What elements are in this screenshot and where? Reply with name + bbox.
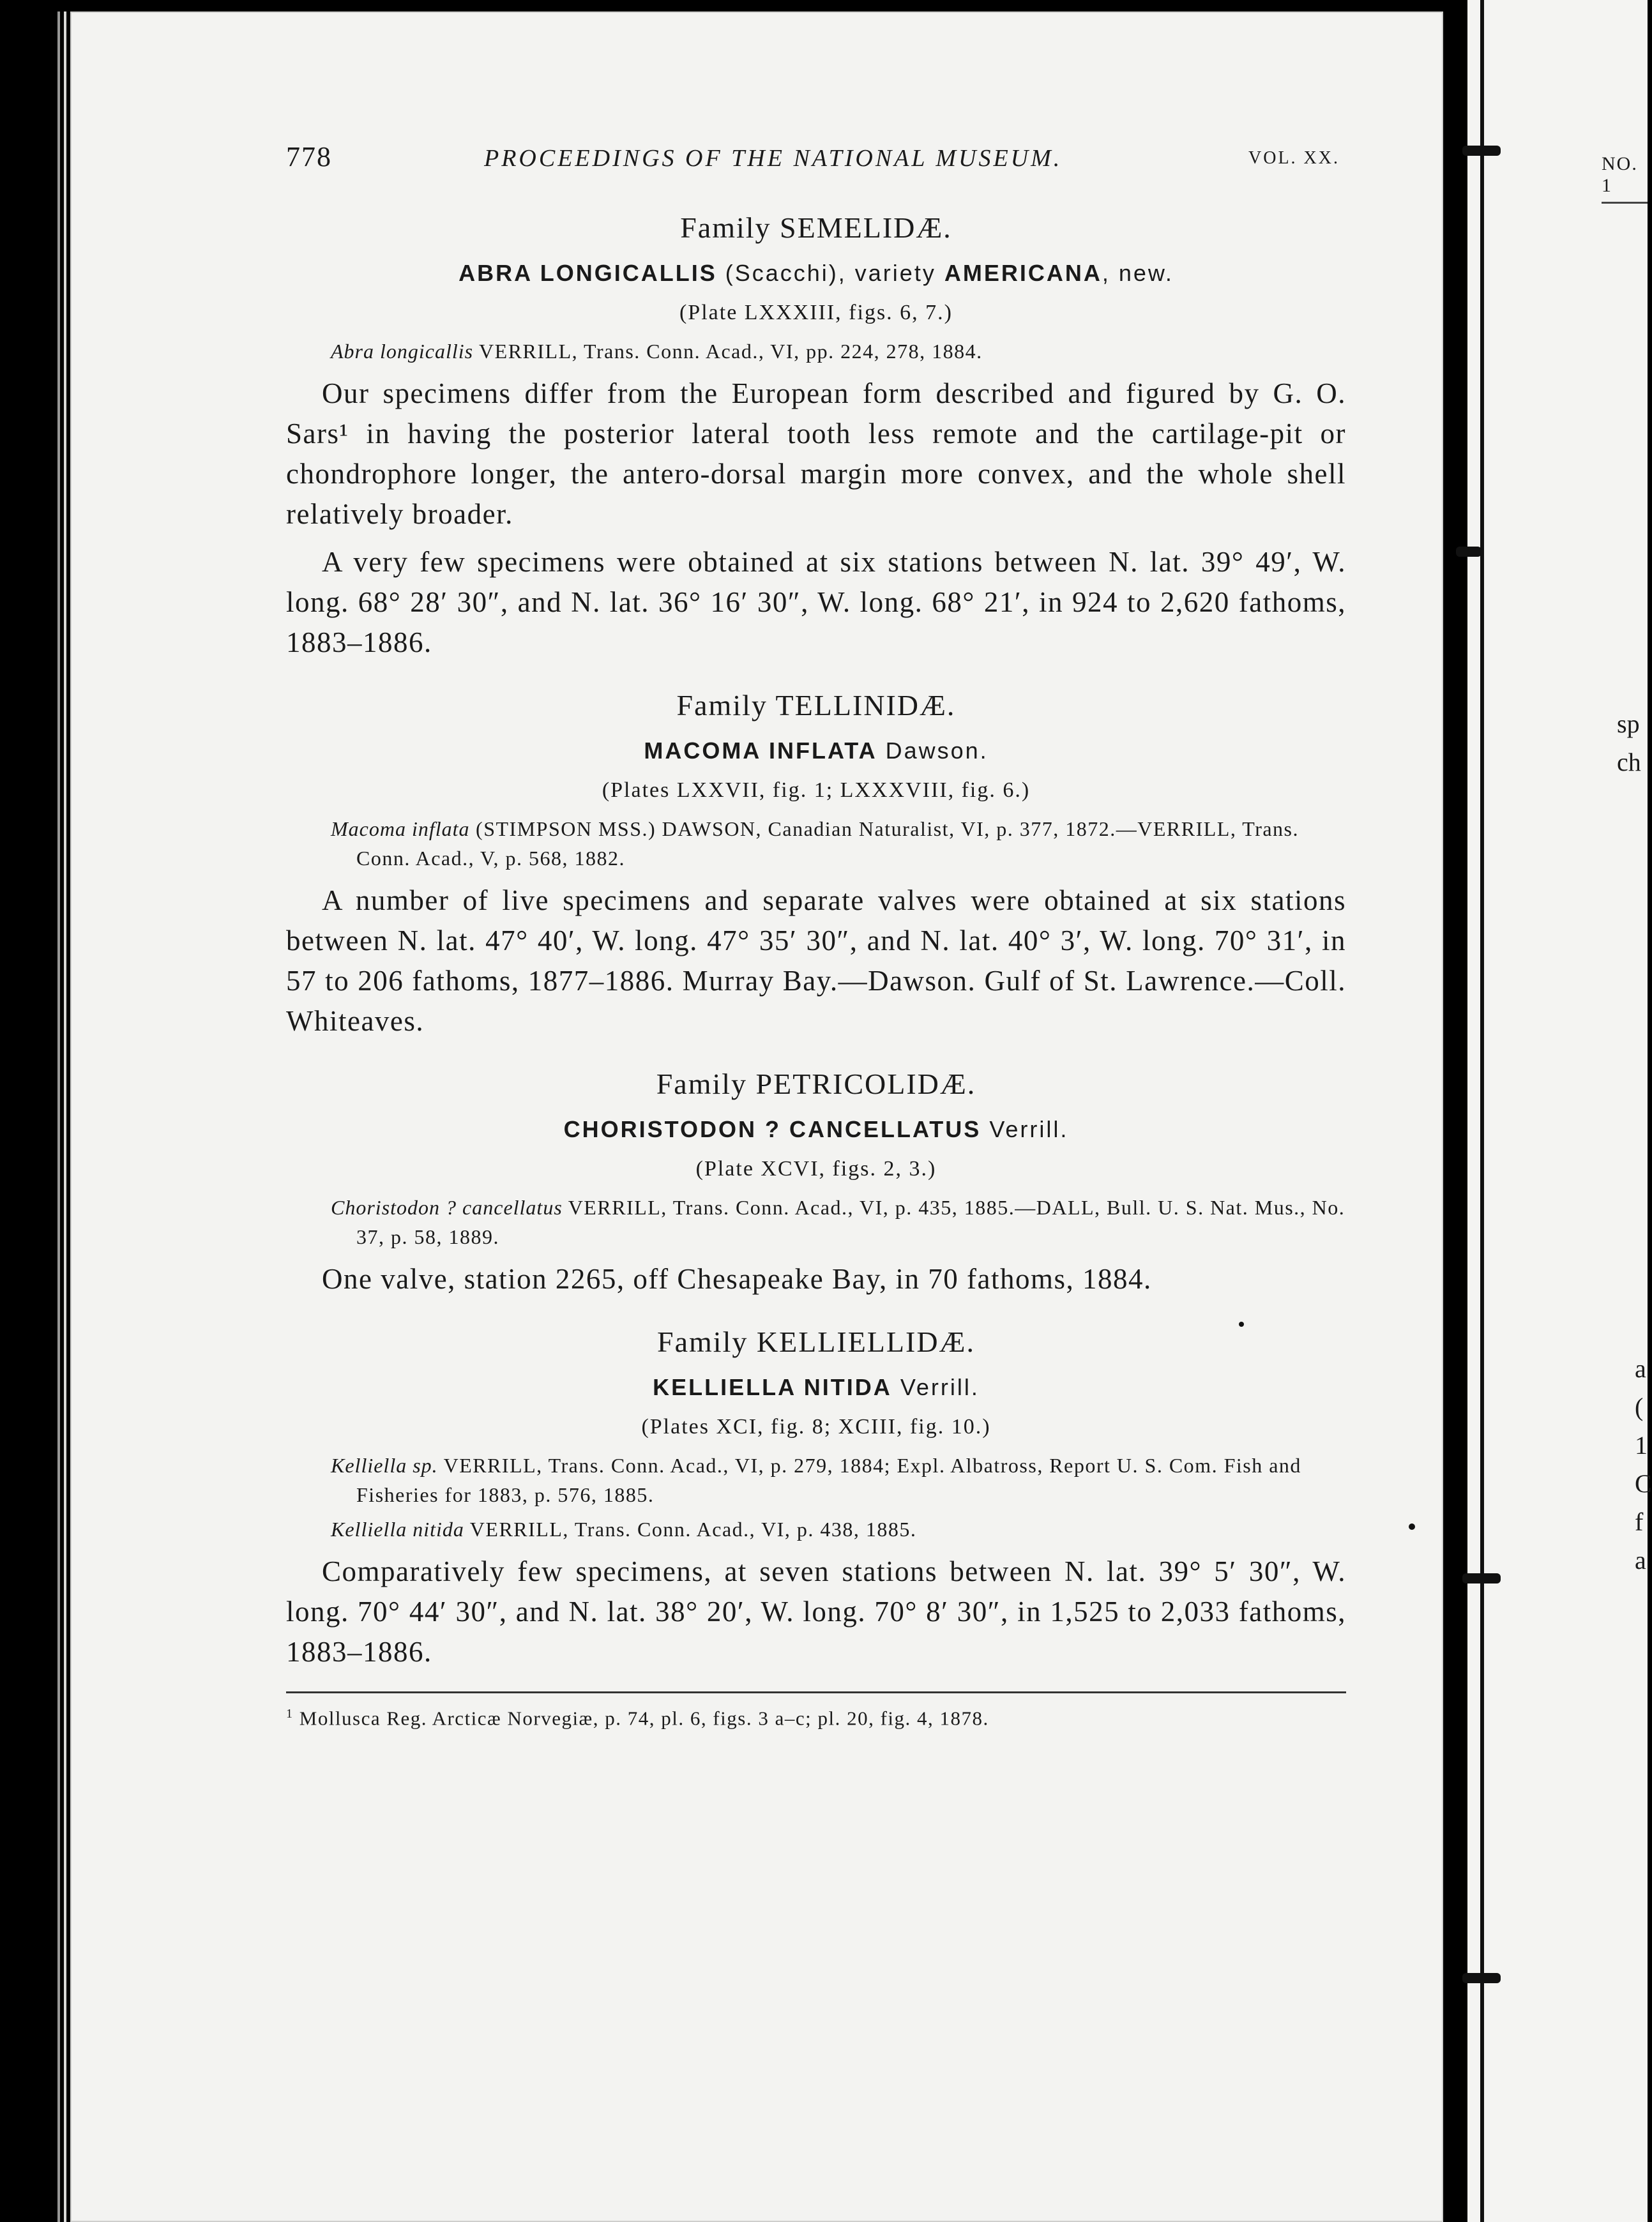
synonym-name: Choristodon ? cancellatus [331,1196,563,1219]
species-suffix: , new. [1102,260,1174,286]
facing-fragment: a [1635,1546,1646,1575]
speck [1409,1523,1415,1530]
species-name: CHORISTODON ? CANCELLATUS [563,1116,981,1142]
footnote-text: Mollusca Reg. Arcticæ Norvegiæ, p. 74, pl. 6, figs. 3 a–c; pl. 20, fig. 4, 1878. [299,1707,989,1730]
page-number: 778 [286,141,332,172]
running-head [286,140,1346,185]
binding-mark [1462,1573,1501,1583]
facing-page-rule [1602,202,1648,204]
synonym-reference: VERRILL, Trans. Conn. Acad., VI, p. 435, 1885.—DALL, Bull. U. S. Nat. Mus., No. 37, p. 58, 1889. [356,1196,1345,1248]
body-paragraph: Our specimens differ from the European form described and figured by G. O. Sars¹ in having the posterior lateral tooth less remote and the cartilage-pit or chondrophore longer, the antero-dorsal margin more convex, and the whole shell relatively broader. [286,377,1346,530]
species-author: Dawson. [885,737,989,764]
family-heading: Family PETRICOLIDÆ. [656,1068,976,1100]
binding-mark [1456,547,1481,557]
page-content [286,140,1346,1732]
section-petricolidae [286,1067,1346,1299]
species-author: Verrill. [989,1116,1069,1142]
section-tellinidae [286,688,1346,1041]
synonym-reference: VERRILL, Trans. Conn. Acad., VI, p. 438, 1885. [469,1518,917,1541]
body-paragraph: One valve, station 2265, off Chesapeake Bay, in 70 fathoms, 1884. [322,1263,1152,1295]
section-semelidae [286,211,1346,663]
volume-label: VOL. XX. [1248,148,1340,168]
species-heading [286,737,1346,764]
family-heading: Family TELLINIDÆ. [676,689,956,722]
page-stack-edge [57,11,60,2222]
facing-page [1467,0,1648,2222]
binding-mark [1462,1973,1501,1983]
plate-reference: (Plates XCI, fig. 8; XCIII, fig. 10.) [641,1415,991,1439]
facing-fragment: C [1635,1469,1652,1498]
synonymy-entry [286,336,1346,366]
synonym-reference: VERRILL, Trans. Conn. Acad., VI, pp. 224, 278, 1884. [479,340,983,363]
synonym-name: Abra longicallis [331,340,474,363]
species-name: MACOMA INFLATA [644,737,877,764]
plate-reference: (Plates LXXVII, fig. 1; LXXXVIII, fig. 6.) [602,778,1031,802]
facing-page-header: NO. 1 [1602,153,1638,196]
synonymy-entry [286,1451,1346,1509]
binding-mark [1462,146,1501,156]
species-name: ABRA LONGICALLIS [458,260,717,286]
species-name: KELLIELLA NITIDA [653,1374,892,1400]
body-paragraph: A number of live specimens and separate valves were obtained at six stations between N. lat. 47° 40′, W. long. 47° 35′ 30″, and N. lat. 40° 3′, W. long. 70° 31′, in 57 to 206 fathoms, 1877–1886. Murray Bay.—Dawson. Gulf of St. Lawrence.—Coll. Whiteaves. [286,884,1346,1037]
section-kelliellidae [286,1325,1346,1672]
family-heading: Family KELLIELLIDÆ. [657,1326,975,1358]
species-heading [286,1374,1346,1401]
species-author: (Scacchi), variety [725,260,936,286]
plate-reference: (Plate XCVI, figs. 2, 3.) [695,1157,937,1181]
facing-fragment: 1 [1635,1431,1648,1460]
plate-reference: (Plate LXXXIII, figs. 6, 7.) [679,301,953,324]
species-heading [286,260,1346,287]
footnote-rule [286,1691,1346,1693]
facing-fragment: a [1635,1354,1646,1383]
family-heading: Family SEMELIDÆ. [680,211,952,244]
synonym-name: Macoma inflata [331,817,470,840]
footnote [286,1700,1346,1732]
gutter-line [1480,0,1484,2222]
species-author: Verrill. [900,1374,980,1400]
synonym-reference: VERRILL, Trans. Conn. Acad., VI, p. 279, 1884; Expl. Albatross, Report U. S. Com. Fish and Fisheries for 1883, p. 576, 1885. [356,1454,1301,1506]
synonym-reference: (STIMPSON MSS.) DAWSON, Canadian Naturalist, VI, p. 377, 1872.—VERRILL, Trans. Conn. Acad., V, p. 568, 1882. [356,817,1299,870]
body-paragraph: A very few specimens were obtained at six stations between N. lat. 39° 49′, W. long. 68° 28′ 30″, and N. lat. 36° 16′ 30″, W. long. 68° 21′, in 924 to 2,620 fathoms, 1883–1886. [286,546,1346,658]
synonym-name: Kelliella sp. [331,1454,438,1477]
species-heading [286,1116,1346,1143]
facing-fragment: sp [1617,709,1640,738]
page-stack-edge [64,11,66,2222]
footnote-mark: 1 [286,1707,294,1721]
synonymy-entry [286,814,1346,873]
facing-fragment: ch [1617,748,1641,776]
facing-fragment: ( [1635,1393,1644,1421]
body-paragraph: Comparatively few specimens, at seven stations between N. lat. 39° 5′ 30″, W. long. 70° 44′ 30″, and N. lat. 38° 20′, W. long. 70° 8′ 30″, in 1,525 to 2,033 fathoms, 1883–1886. [286,1555,1346,1668]
facing-fragment: f [1635,1508,1644,1536]
species-variety: AMERICANA [944,260,1102,286]
journal-title: PROCEEDINGS OF THE NATIONAL MUSEUM. [484,145,1063,172]
synonymy-entry [286,1193,1346,1251]
synonym-name: Kelliella nitida [331,1518,464,1541]
synonymy-entry [286,1515,1346,1544]
